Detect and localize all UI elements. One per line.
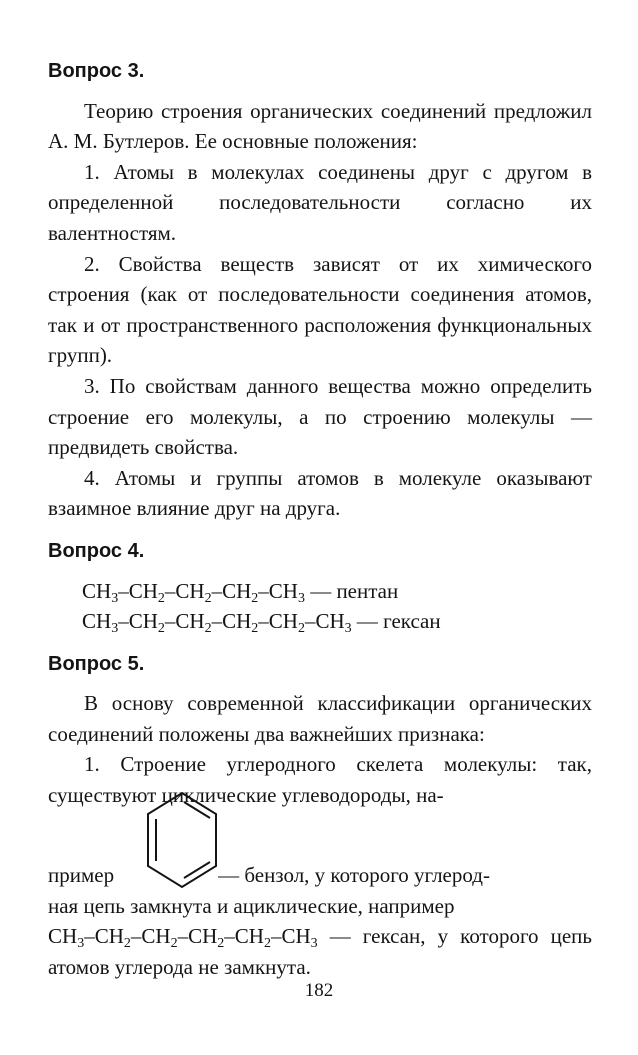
pentane-name: — пентан bbox=[304, 578, 399, 603]
benzene-description: — бензол, у которого углерод- bbox=[218, 863, 490, 888]
q5-item-1-cont-1: ная цепь замкнута и ациклические, например bbox=[48, 893, 455, 918]
q5-hexane-formula: $CH_3-CH_2-CH_2-CH_2-CH_2-CH_3$ bbox=[48, 924, 318, 952]
page-number: 182 bbox=[304, 980, 334, 1001]
q5-item-1-start: 1. Строение углеродного скелета молекулы: так, существуют циклические углеводороды, на- bbox=[48, 752, 592, 808]
hexane-formula: $CH_3-CH_2-CH_2-CH_2-CH_2-CH_3$ bbox=[82, 609, 352, 637]
example-word: пример bbox=[48, 863, 115, 888]
pentane-formula: $CH_3-CH_2-CH_2-CH_2-CH_3$ bbox=[82, 578, 305, 606]
question-3-heading: Вопрос 3. bbox=[48, 60, 145, 82]
question-5-heading: Вопрос 5. bbox=[48, 652, 145, 675]
hexane-line bbox=[48, 606, 592, 637]
page bbox=[48, 56, 592, 982]
pentane-line bbox=[48, 576, 592, 607]
q3-item-2: 2. Свойства веществ зависят от их химического строения (как от последовательности соединения атомов, так и от пространственного расположения функциональных групп). bbox=[48, 251, 592, 368]
q3-item-4: 4. Атомы и группы атомов в молекуле оказывают взаимное влияние друг на друга. bbox=[48, 465, 592, 521]
hexane-name: — гексан bbox=[351, 609, 441, 634]
benzene-example-row bbox=[48, 827, 592, 891]
q3-intro: Теорию строения органических соединений предложил А. М. Бутлеров. Ее основные положения: bbox=[48, 98, 592, 154]
q3-item-1: 1. Атомы в молекулах соединены друг с другом в определенной последовательности согласно их валентностям. bbox=[48, 159, 592, 245]
q5-hexane-tail: — гексан, у которого цепь атомов углерода не замкнута. bbox=[48, 924, 592, 979]
question-4-heading: Вопрос 4. bbox=[48, 539, 145, 562]
q5-item-1-cont-2 bbox=[48, 921, 592, 982]
q3-item-3: 3. По свойствам данного вещества можно определить строение его молекулы, а по строению молекулы — предвидеть свойства. bbox=[48, 373, 592, 460]
q5-intro: В основу современной классификации органических соединений положены два важнейших признака: bbox=[48, 691, 592, 746]
